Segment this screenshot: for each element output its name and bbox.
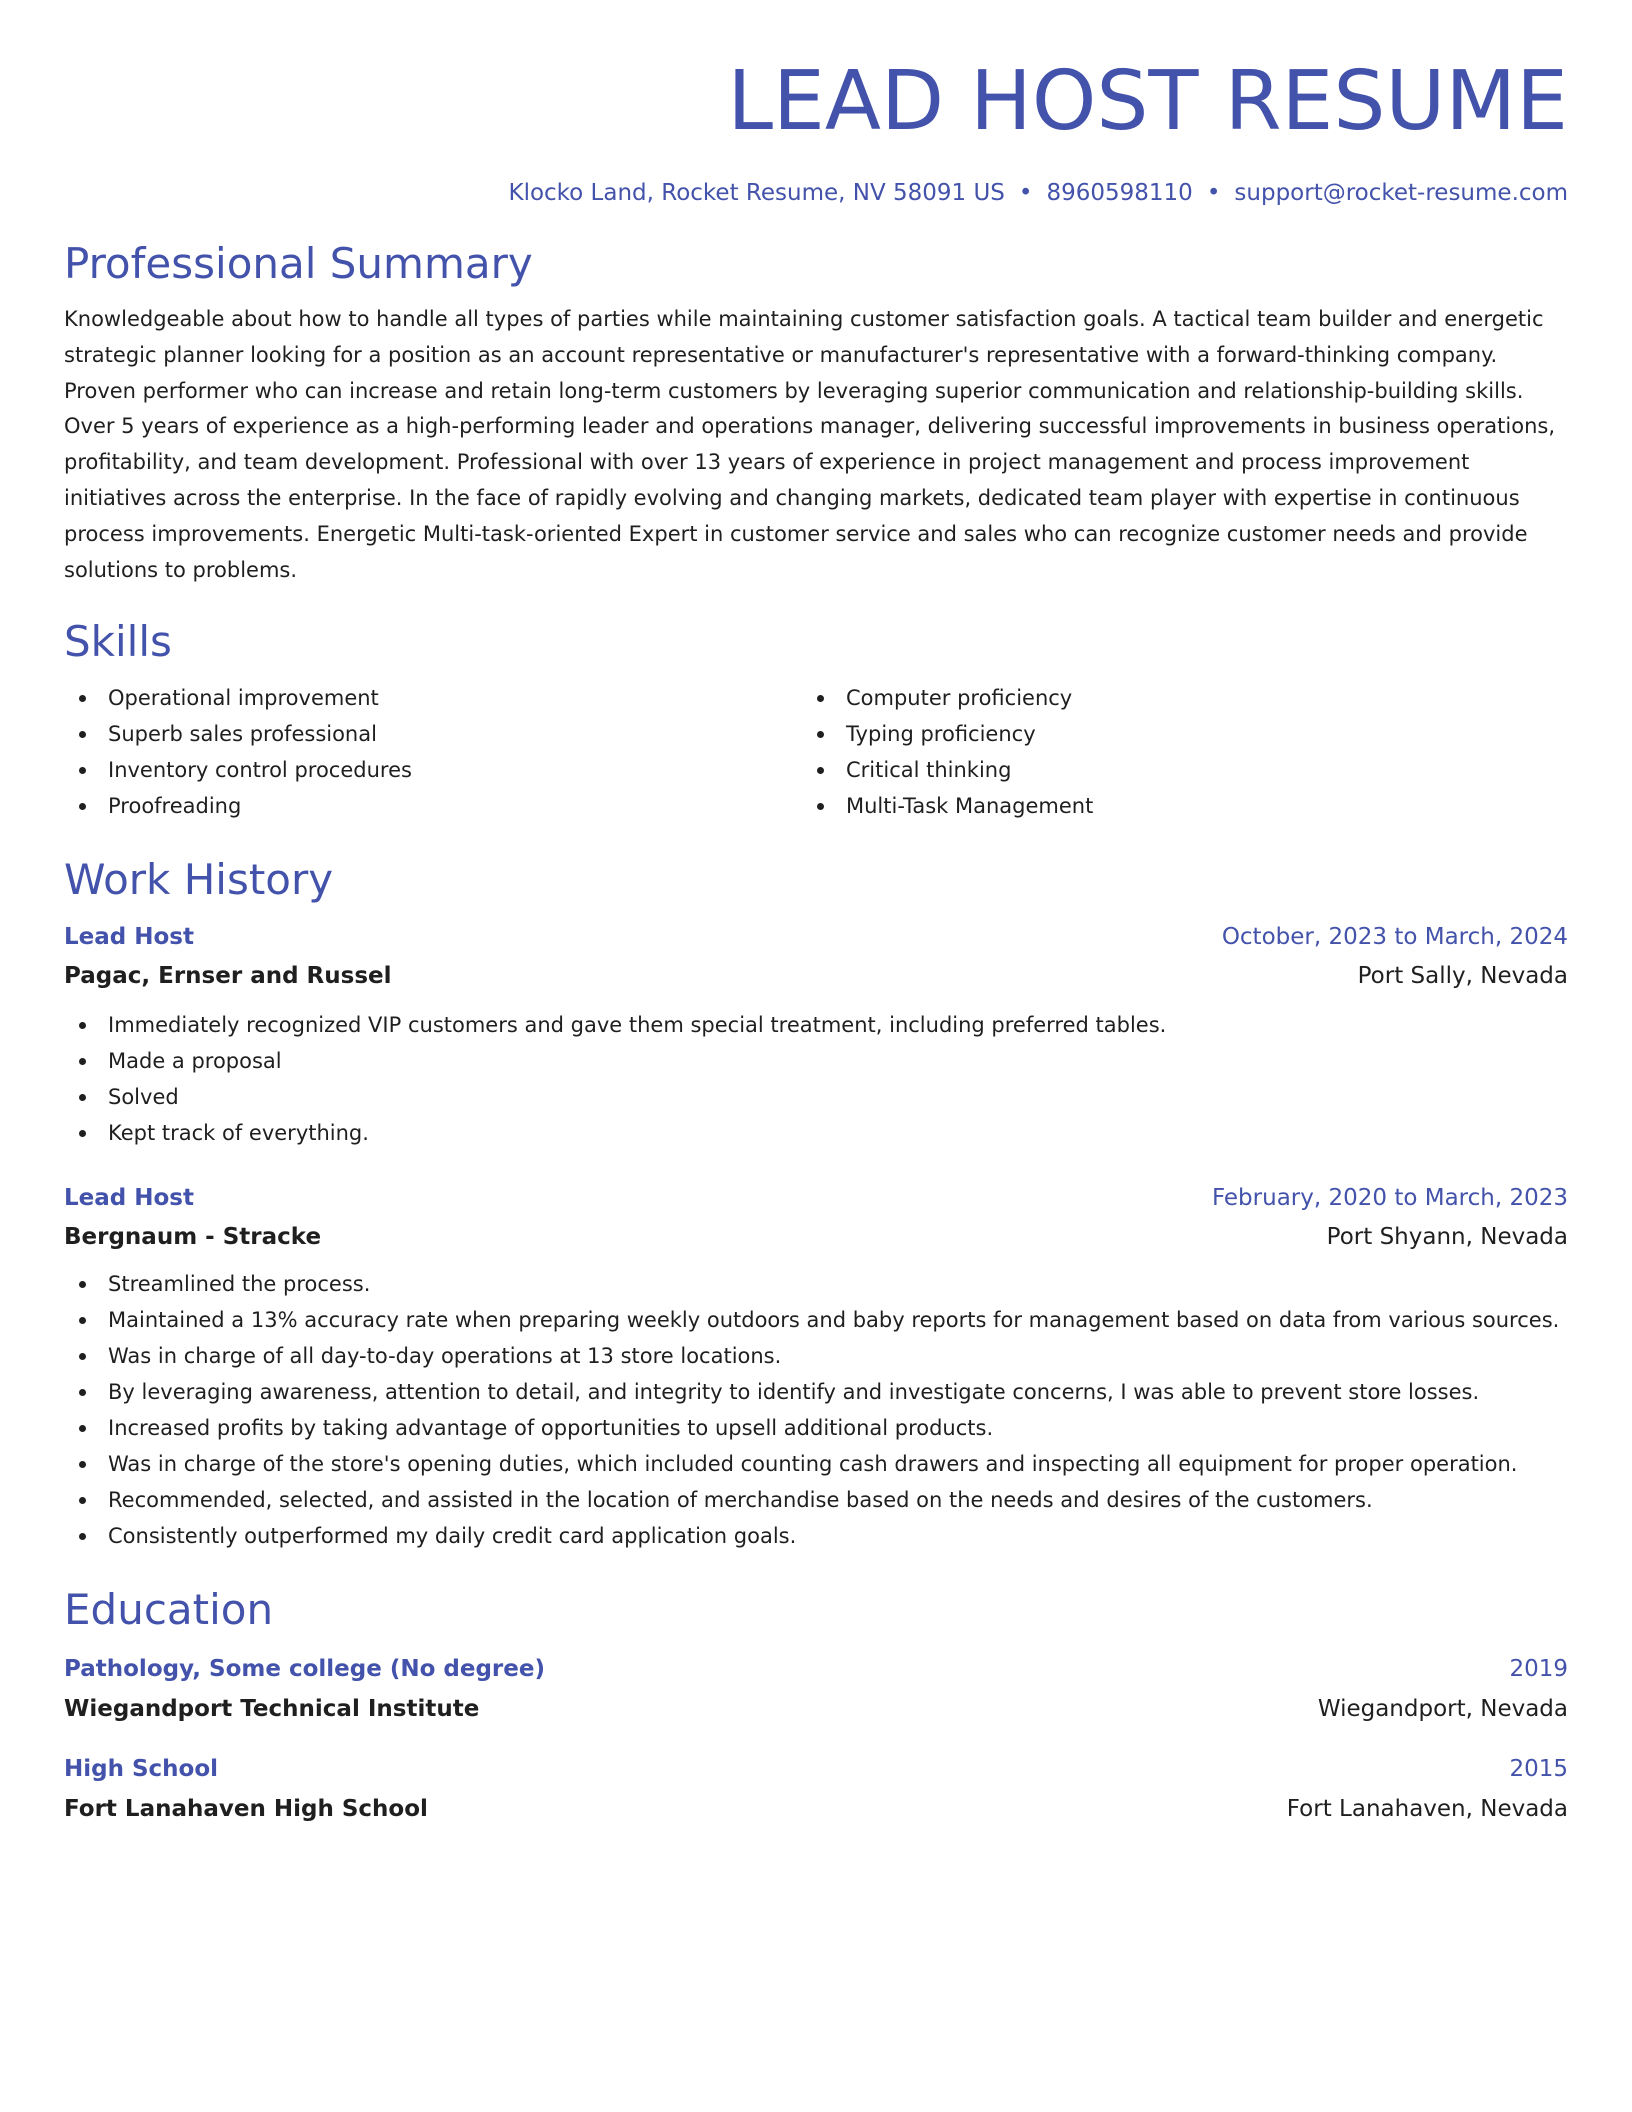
work-history-heading: Work History bbox=[64, 855, 334, 905]
education-location: Fort Lanahaven, Nevada bbox=[1286, 1796, 1568, 1823]
job-bullet: Was in charge of the store's opening duties, which included counting cash drawers and inspecting all equipment for proper operation. bbox=[64, 1446, 1568, 1482]
job-bullets bbox=[64, 1007, 1568, 1151]
work-history-section bbox=[64, 854, 1568, 1554]
education-entry bbox=[64, 1654, 1568, 1724]
education-year: 2015 bbox=[1509, 1756, 1568, 1783]
education-heading: Education bbox=[64, 1585, 274, 1635]
job-location: Port Sally, Nevada bbox=[1357, 963, 1568, 990]
job-bullet: Streamlined the process. bbox=[64, 1266, 1568, 1302]
contact-separator: • bbox=[1206, 180, 1221, 206]
education-school-row bbox=[64, 1694, 1568, 1724]
education-degree: High School bbox=[64, 1756, 219, 1783]
job-bullet: Made a proposal bbox=[64, 1043, 1568, 1079]
job-company: Bergnaum - Stracke bbox=[64, 1224, 322, 1251]
job-bullet: Immediately recognized VIP customers and gave them special treatment, including preferred tables. bbox=[64, 1007, 1568, 1043]
skill-item: Computer proficiency bbox=[802, 680, 1540, 716]
job-location: Port Shyann, Nevada bbox=[1326, 1224, 1568, 1251]
education-school-row bbox=[64, 1794, 1568, 1824]
job-entry bbox=[64, 922, 1568, 1151]
resume-title: LEAD HOST RESUME bbox=[727, 54, 1568, 149]
skills-list-right bbox=[802, 680, 1540, 824]
skill-item: Typing proficiency bbox=[802, 716, 1540, 752]
summary-heading: Professional Summary bbox=[64, 239, 533, 288]
job-header-row bbox=[64, 1183, 1568, 1213]
summary-section bbox=[64, 238, 1568, 588]
job-bullet: Maintained a 13% accuracy rate when preparing weekly outdoors and baby reports for management based on data from various sources. bbox=[64, 1302, 1568, 1338]
job-company-row bbox=[64, 1222, 1568, 1252]
job-dates: October, 2023 to March, 2024 bbox=[1221, 924, 1568, 951]
education-degree: Pathology, Some college (No degree) bbox=[64, 1656, 545, 1683]
job-bullet: Increased profits by taking advantage of opportunities to upsell additional products. bbox=[64, 1410, 1568, 1446]
education-header-row bbox=[64, 1754, 1568, 1784]
contact-email[interactable]: support@rocket-resume.com bbox=[1234, 180, 1568, 206]
education-entry bbox=[64, 1754, 1568, 1824]
skill-item: Inventory control procedures bbox=[64, 752, 802, 788]
job-title: Lead Host bbox=[64, 1185, 194, 1212]
job-entry bbox=[64, 1183, 1568, 1554]
job-header-row bbox=[64, 922, 1568, 952]
skill-item: Proofreading bbox=[64, 788, 802, 824]
job-bullet: Kept track of everything. bbox=[64, 1115, 1568, 1151]
job-bullet: Solved bbox=[64, 1079, 1568, 1115]
skill-item: Critical thinking bbox=[802, 752, 1540, 788]
job-bullet: By leveraging awareness, attention to detail, and integrity to identify and investigate concerns, I was able to prevent store losses. bbox=[64, 1374, 1568, 1410]
skill-item: Superb sales professional bbox=[64, 716, 802, 752]
education-year: 2019 bbox=[1509, 1656, 1568, 1683]
contact-line bbox=[64, 178, 1568, 208]
job-bullets bbox=[64, 1266, 1568, 1554]
education-header-row bbox=[64, 1654, 1568, 1684]
skills-section bbox=[64, 616, 1568, 824]
education-school: Fort Lanahaven High School bbox=[64, 1796, 428, 1823]
education-location: Wiegandport, Nevada bbox=[1317, 1696, 1568, 1723]
skills-list-left bbox=[64, 680, 802, 824]
job-title: Lead Host bbox=[64, 924, 194, 951]
skills-heading: Skills bbox=[64, 617, 172, 667]
job-company: Pagac, Ernser and Russel bbox=[64, 963, 392, 990]
job-company-row bbox=[64, 961, 1568, 991]
contact-separator: • bbox=[1018, 180, 1033, 206]
skills-grid bbox=[64, 680, 1568, 824]
education-section bbox=[64, 1584, 1568, 1824]
education-school: Wiegandport Technical Institute bbox=[64, 1696, 480, 1723]
skill-item: Multi-Task Management bbox=[802, 788, 1540, 824]
job-bullet: Was in charge of all day-to-day operations at 13 store locations. bbox=[64, 1338, 1568, 1374]
job-bullet: Consistently outperformed my daily credit card application goals. bbox=[64, 1518, 1568, 1554]
skill-item: Operational improvement bbox=[64, 680, 802, 716]
job-bullet: Recommended, selected, and assisted in the location of merchandise based on the needs and desires of the customers. bbox=[64, 1482, 1568, 1518]
contact-phone: 8960598110 bbox=[1046, 180, 1193, 206]
job-dates: February, 2020 to March, 2023 bbox=[1211, 1185, 1568, 1212]
contact-address: Klocko Land, Rocket Resume, NV 58091 US bbox=[508, 180, 1005, 206]
summary-text: Knowledgeable about how to handle all types of parties while maintaining customer satisfaction goals. A tactical team builder and energetic strategic planner looking for a position as an account representative or manufacturer's representative with a forward-thinking company. Proven performer who can increase and retain long-term customers by leveraging superior communication and relationship-building skills. Over 5 years of experience as a high-performing leader and operations manager, delivering successful improvements in business operations, profitability, and team development. Professional with over 13 years of experience in project management and process improvement initiatives across the enterprise. In the face of rapidly evolving and changing markets, dedicated team player with expertise in continuous process improvements. Energetic Multi-task-oriented Expert in customer service and sales who can recognize customer needs and provide solutions to problems. bbox=[64, 307, 1555, 582]
